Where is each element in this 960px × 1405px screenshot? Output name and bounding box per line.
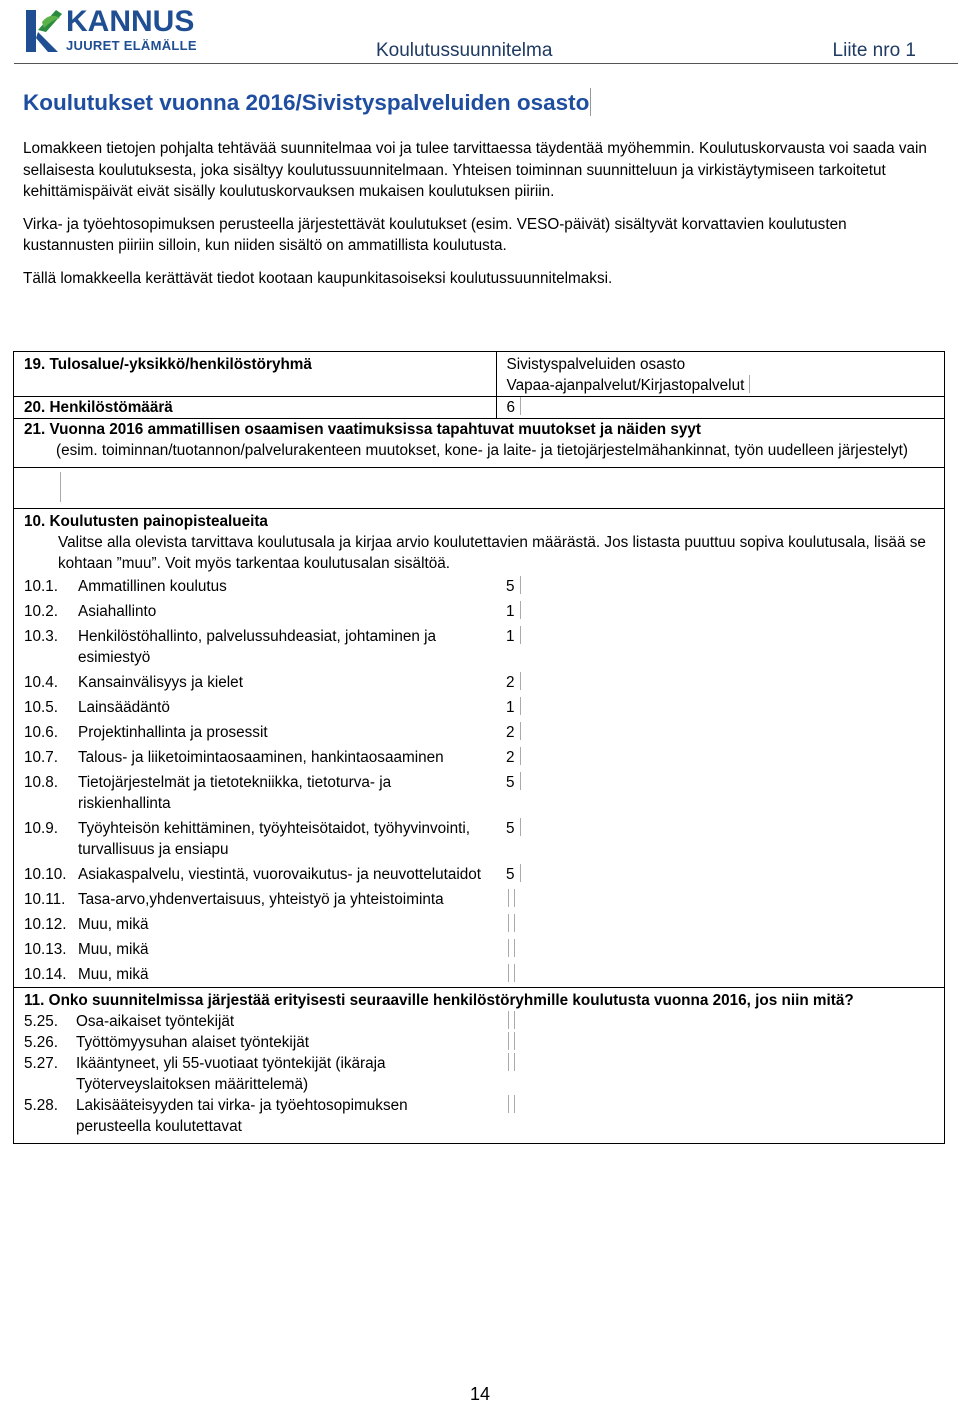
text-cursor bbox=[514, 964, 515, 982]
item-number: 10.14. bbox=[24, 966, 67, 983]
item-label: Asiakaspalvelu, viestintä, vuorovaikutus- ja neuvottelutaidot bbox=[78, 866, 482, 883]
text-cursor bbox=[508, 939, 509, 957]
text-cursor bbox=[514, 939, 515, 957]
item-label: Henkilöstöhallinto, palvelussuhdeasiat, johtaminen ja esimiestyö bbox=[78, 628, 436, 666]
item-number: 10.10. bbox=[24, 866, 67, 883]
text-cursor bbox=[514, 1011, 515, 1029]
kannus-logo bbox=[22, 4, 212, 58]
q10-item-row bbox=[14, 745, 945, 770]
q19-value-line2: Vapaa-ajanpalvelut/Kirjastopalvelut bbox=[506, 377, 745, 394]
item-number: 10.13. bbox=[24, 941, 67, 958]
item-value: 2 bbox=[506, 674, 515, 691]
text-cursor bbox=[514, 914, 515, 932]
item-label: Muu, mikä bbox=[78, 916, 149, 933]
item-number: 10.8. bbox=[24, 774, 59, 791]
item-label: Lakisääteisyyden tai virka- ja työehtosopimuksen perusteella koulutettavat bbox=[76, 1097, 408, 1135]
item-value: 1 bbox=[506, 603, 515, 620]
item-number: 5.26. bbox=[24, 1034, 59, 1051]
item-value-field[interactable] bbox=[496, 599, 944, 624]
q10-item-row bbox=[14, 599, 945, 624]
item-value-field[interactable] bbox=[496, 624, 944, 670]
item-value-field[interactable] bbox=[496, 816, 944, 862]
q10-label: 10. Koulutusten painopistealueita bbox=[24, 513, 268, 530]
item-label: Työyhteisön kehittäminen, työyhteisötaidot, työhyvinvointi, turvallisuus ja ensiapu bbox=[78, 820, 470, 858]
q11-item-row bbox=[14, 1095, 945, 1144]
text-cursor bbox=[520, 772, 521, 790]
item-label: Osa-aikaiset työntekijät bbox=[76, 1013, 235, 1030]
text-cursor bbox=[508, 964, 509, 982]
text-cursor bbox=[514, 1032, 515, 1050]
q19-value-field[interactable] bbox=[496, 352, 944, 397]
text-cursor bbox=[749, 375, 750, 393]
header-divider bbox=[14, 63, 958, 64]
training-plan-form bbox=[13, 351, 945, 1144]
item-value: 1 bbox=[506, 699, 515, 716]
item-value: 1 bbox=[506, 628, 515, 645]
item-value-field[interactable] bbox=[496, 720, 944, 745]
item-value-field[interactable] bbox=[496, 962, 944, 988]
item-label: Lainsäädäntö bbox=[78, 699, 170, 716]
text-cursor bbox=[508, 1053, 509, 1071]
form-row-q21-answer bbox=[14, 468, 945, 509]
item-label: Ammatillinen koulutus bbox=[78, 578, 227, 595]
text-cursor bbox=[508, 1032, 509, 1050]
item-number: 10.4. bbox=[24, 674, 59, 691]
item-value-field[interactable] bbox=[496, 670, 944, 695]
item-value: 5 bbox=[506, 578, 515, 595]
item-value-field[interactable] bbox=[496, 887, 944, 912]
text-cursor bbox=[520, 672, 521, 690]
text-cursor bbox=[520, 626, 521, 644]
q21-label: 21. Vuonna 2016 ammatillisen osaamisen vaatimuksissa tapahtuvat muutokset ja näiden syyt bbox=[24, 421, 702, 438]
q10-item-row bbox=[14, 695, 945, 720]
item-number: 10.1. bbox=[24, 578, 59, 595]
item-label: Muu, mikä bbox=[78, 941, 149, 958]
q11-label: 11. Onko suunnitelmissa järjestää erityisesti seuraaville henkilöstöryhmille koulutusta vuonna 2016, jos niin mitä? bbox=[14, 988, 945, 1012]
item-number: 10.7. bbox=[24, 749, 59, 766]
q10-description: Valitse alla olevista tarvittava koulutusala ja kirjaa arvio koulutettavien määrästä. Jos listasta puuttuu sopiva koulutusala, lisää se kohtaan ”muu”. Voit myös tarkentaa koulutusalan sisältöä. bbox=[58, 534, 926, 572]
item-number: 10.3. bbox=[24, 628, 59, 645]
item-number: 5.27. bbox=[24, 1055, 59, 1072]
q10-item-row bbox=[14, 912, 945, 937]
item-label: Kansainvälisyys ja kielet bbox=[78, 674, 243, 691]
item-value-field[interactable] bbox=[496, 1095, 944, 1144]
q11-item-row bbox=[14, 1053, 945, 1095]
item-number: 5.28. bbox=[24, 1097, 59, 1114]
item-value-field[interactable] bbox=[496, 695, 944, 720]
intro-text bbox=[23, 138, 928, 300]
text-cursor bbox=[520, 818, 521, 836]
q19-label: 19. Tulosalue/-yksikkö/henkilöstöryhmä bbox=[14, 352, 497, 397]
q10-item-row bbox=[14, 670, 945, 695]
q21-description: (esim. toiminnan/tuotannon/palvelurakenteen muutokset, kone- ja laite- ja tietojärjestelmähankinnat, työn uudelleen järjestelyt) bbox=[56, 442, 909, 459]
text-cursor bbox=[520, 864, 521, 882]
form-row-q11 bbox=[14, 988, 945, 1012]
item-value-field[interactable] bbox=[496, 574, 944, 599]
text-cursor bbox=[514, 889, 515, 907]
q11-item-row bbox=[14, 1032, 945, 1053]
kannus-logo-mark-icon bbox=[22, 8, 64, 54]
logo-tagline: JUURET ELÄMÄLLE bbox=[66, 38, 197, 53]
q20-value: 6 bbox=[506, 399, 516, 416]
item-value-field[interactable] bbox=[496, 745, 944, 770]
text-cursor bbox=[508, 889, 509, 907]
page-header bbox=[0, 0, 960, 70]
item-value-field[interactable] bbox=[496, 912, 944, 937]
item-label: Muu, mikä bbox=[78, 966, 149, 983]
text-cursor bbox=[60, 472, 61, 502]
item-label: Ikääntyneet, yli 55-vuotiaat työntekijät (ikäraja Työterveyslaitoksen määrittelemä) bbox=[76, 1055, 386, 1093]
item-value-field[interactable] bbox=[496, 1032, 944, 1053]
item-label: Tasa-arvo,yhdenvertaisuus, yhteistyö ja yhteistoiminta bbox=[78, 891, 444, 908]
q10-item-row bbox=[14, 574, 945, 599]
page-title: Koulutukset vuonna 2016/Sivistyspalveluiden osasto bbox=[23, 90, 590, 115]
form-row-q19 bbox=[14, 352, 945, 397]
item-number: 10.12. bbox=[24, 916, 67, 933]
item-number: 10.5. bbox=[24, 699, 59, 716]
text-cursor bbox=[520, 576, 521, 594]
item-label: Työttömyysuhan alaiset työntekijät bbox=[76, 1034, 309, 1051]
attachment-number: Liite nro 1 bbox=[832, 40, 916, 61]
text-cursor bbox=[520, 601, 521, 619]
item-value-field[interactable] bbox=[496, 770, 944, 816]
form-row-q21 bbox=[14, 419, 945, 468]
text-cursor bbox=[520, 722, 521, 740]
item-label: Talous- ja liiketoimintaosaaminen, hankintaosaaminen bbox=[78, 749, 444, 766]
text-cursor bbox=[520, 747, 521, 765]
item-value-field[interactable] bbox=[496, 862, 944, 887]
text-cursor bbox=[508, 914, 509, 932]
item-label: Asiahallinto bbox=[78, 603, 157, 620]
text-cursor bbox=[590, 88, 591, 116]
item-number: 10.9. bbox=[24, 820, 59, 837]
q10-item-row bbox=[14, 720, 945, 745]
text-cursor bbox=[514, 1095, 515, 1113]
q10-header bbox=[14, 509, 945, 575]
intro-paragraph: Tällä lomakkeella kerättävät tiedot kootaan kaupunkitasoiseksi koulutussuunnitelmaksi. bbox=[23, 269, 613, 287]
item-value: 2 bbox=[506, 724, 515, 741]
text-cursor bbox=[520, 697, 521, 715]
q10-item-row bbox=[14, 887, 945, 912]
item-value: 5 bbox=[506, 820, 515, 837]
item-number: 5.25. bbox=[24, 1013, 59, 1030]
item-value: 5 bbox=[506, 866, 515, 883]
text-cursor bbox=[508, 1095, 509, 1113]
intro-paragraph: Virka- ja työehtosopimuksen perusteella järjestettävät koulutukset (esim. VESO-päivät) sisältyvät korvattavien koulutusten kustannusten piiriin silloin, kun niiden sisältö on ammatillista koulutusta. bbox=[23, 215, 847, 254]
item-number: 10.6. bbox=[24, 724, 59, 741]
page-number: 14 bbox=[469, 1384, 491, 1404]
q11-item-row bbox=[14, 1011, 945, 1032]
item-label: Projektinhallinta ja prosessit bbox=[78, 724, 268, 741]
q10-item-row bbox=[14, 862, 945, 887]
item-value-field[interactable] bbox=[496, 937, 944, 962]
item-value-field[interactable] bbox=[496, 1011, 944, 1032]
intro-paragraph: Lomakkeen tietojen pohjalta tehtävää suunnitelmaa voi ja tulee tarvittaessa täydentää myöhemmin. Koulutuskorvausta voi saada vain sellaisesta koulutuksesta, joka sisältyy koulutussuunnitelmaan. Yhteisen toiminnan suunnitteluun ja virkistäytymiseen tarkoitetut kehittämispäivät eivät sisälly koulutuskorvauksen mukaisen koulutuksen piiriin. bbox=[23, 140, 927, 200]
logo-name: KANNUS bbox=[66, 5, 195, 38]
form-row-q20 bbox=[14, 397, 945, 419]
text-cursor bbox=[514, 1053, 515, 1071]
form-row-q10 bbox=[14, 509, 945, 575]
item-value-field[interactable] bbox=[496, 1053, 944, 1095]
q21-cell bbox=[14, 419, 945, 468]
item-number: 10.2. bbox=[24, 603, 59, 620]
q21-answer-field[interactable] bbox=[14, 468, 945, 509]
q10-item-row bbox=[14, 816, 945, 862]
q20-label: 20. Henkilöstömäärä bbox=[14, 397, 497, 419]
q20-value-field[interactable] bbox=[496, 397, 944, 419]
text-cursor bbox=[520, 397, 521, 415]
q10-item-row bbox=[14, 962, 945, 988]
document-title: Koulutussuunnitelma bbox=[376, 40, 553, 61]
text-cursor bbox=[508, 1011, 509, 1029]
item-value: 2 bbox=[506, 749, 515, 766]
item-value: 5 bbox=[506, 774, 515, 791]
item-number: 10.11. bbox=[24, 891, 66, 908]
q10-item-row bbox=[14, 937, 945, 962]
q10-item-row bbox=[14, 770, 945, 816]
q19-value-line1: Sivistyspalveluiden osasto bbox=[506, 356, 686, 373]
item-label: Tietojärjestelmät ja tietotekniikka, tietoturva- ja riskienhallinta bbox=[78, 774, 392, 812]
q10-item-row bbox=[14, 624, 945, 670]
